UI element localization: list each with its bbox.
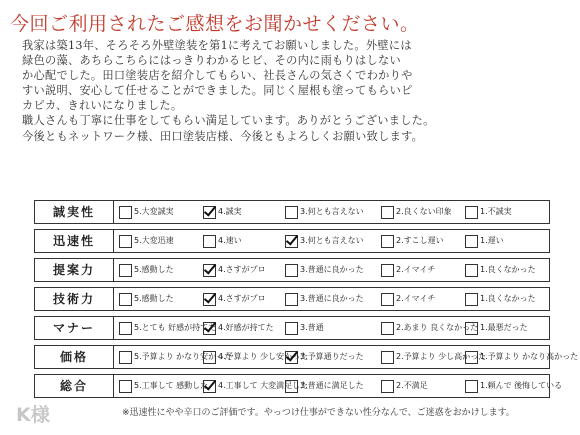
checkbox[interactable] [203, 235, 216, 248]
checkbox[interactable] [465, 380, 478, 393]
comment-line: 今後ともネットワーク様、田口塗装店様、今後ともよろしくお願い致します。 [22, 129, 424, 143]
survey-option[interactable] [381, 291, 435, 307]
survey-row [34, 229, 550, 253]
checkbox[interactable] [119, 206, 132, 219]
checkbox[interactable] [465, 322, 478, 335]
survey-option-label: 5.大変迅速 [134, 236, 174, 245]
customer-name: K様 [16, 404, 50, 426]
comment-line: 緑色の藻、あちらこちらにはっきりわかるヒビ、その内に雨もりはしない [22, 54, 401, 68]
checkbox[interactable] [381, 235, 394, 248]
survey-option-label: 3.予算通りだった [300, 352, 364, 361]
survey-option[interactable] [285, 291, 364, 307]
checkbox[interactable] [465, 351, 478, 364]
survey-row-label: 価格 [35, 346, 114, 368]
survey-option[interactable] [119, 233, 174, 249]
survey-option[interactable] [381, 233, 444, 249]
survey-row-label: 技術力 [35, 288, 114, 310]
survey-option[interactable] [381, 320, 478, 336]
checkbox[interactable] [381, 351, 394, 364]
survey-option-label: 1.最悪だった [480, 323, 528, 332]
survey-option[interactable] [119, 262, 174, 278]
survey-row-label: マナー [35, 317, 114, 339]
survey-option-label: 3.普通 [300, 323, 324, 332]
survey-option[interactable] [285, 349, 364, 365]
survey-option[interactable] [203, 233, 242, 249]
survey-option[interactable] [465, 349, 578, 365]
survey-option-label: 2.良くない印象 [396, 207, 452, 216]
survey-option[interactable] [465, 233, 504, 249]
survey-row-label: 提案力 [35, 259, 114, 281]
survey-table [34, 200, 579, 403]
survey-option-label: 1.予算より かなり高かった [480, 352, 579, 361]
checkbox[interactable] [119, 380, 132, 393]
survey-row-label: 迅速性 [35, 230, 114, 252]
survey-option[interactable] [465, 291, 536, 307]
survey-option[interactable] [285, 378, 364, 394]
survey-option-label: 5.予算より かなり安かった [134, 352, 233, 361]
survey-option[interactable] [465, 320, 528, 336]
survey-row-label: 総合 [35, 375, 114, 397]
survey-option[interactable] [381, 262, 435, 278]
survey-option[interactable] [381, 378, 428, 394]
survey-row [34, 200, 550, 224]
checked-checkbox[interactable] [203, 322, 216, 335]
checkbox[interactable] [465, 206, 478, 219]
checkbox[interactable] [381, 380, 394, 393]
checkbox[interactable] [285, 293, 298, 306]
survey-option[interactable] [285, 262, 364, 278]
survey-option[interactable] [381, 204, 452, 220]
checkbox[interactable] [203, 351, 216, 364]
survey-option-label: 2.イマイチ [396, 265, 436, 274]
checkbox[interactable] [381, 322, 394, 335]
survey-option-label: 1.不誠実 [480, 207, 512, 216]
checkbox[interactable] [465, 235, 478, 248]
survey-option[interactable] [285, 204, 364, 220]
survey-option-label: 4.誠実 [218, 207, 242, 216]
survey-option-label: 3.普通に良かった [300, 265, 364, 274]
survey-option-label: 4.予算より 少し安かった [218, 352, 309, 361]
survey-option-label: 5.感動した [134, 294, 174, 303]
survey-option-label: 3.普通に満足した [300, 381, 364, 390]
checkbox[interactable] [285, 264, 298, 277]
checkbox[interactable] [119, 293, 132, 306]
survey-option[interactable] [465, 262, 536, 278]
checked-checkbox[interactable] [203, 293, 216, 306]
survey-option[interactable] [203, 204, 242, 220]
comment-line: 職人さんも丁寧に仕事をしてもらい満足しています。ありがとうございました。 [22, 114, 435, 128]
survey-row [34, 374, 563, 398]
customer-comment [22, 38, 562, 144]
survey-row [34, 316, 550, 340]
comment-line: すい説明、安心して任せることができました。同じく屋根も塗ってもらいピ [22, 84, 413, 98]
checked-checkbox[interactable] [285, 235, 298, 248]
survey-row [34, 345, 579, 369]
checked-checkbox[interactable] [203, 264, 216, 277]
checkbox[interactable] [465, 293, 478, 306]
checkbox[interactable] [119, 351, 132, 364]
survey-option-label: 2.イマイチ [396, 294, 436, 303]
survey-option[interactable] [119, 291, 174, 307]
survey-option-label: 4.速い [218, 236, 242, 245]
checkbox[interactable] [119, 235, 132, 248]
survey-option[interactable] [203, 262, 266, 278]
checkbox[interactable] [285, 322, 298, 335]
checkbox[interactable] [285, 206, 298, 219]
survey-option-label: 5.感動した [134, 265, 174, 274]
survey-row [34, 287, 550, 311]
survey-option-label: 3.何とも言えない [300, 236, 364, 245]
checked-checkbox[interactable] [285, 351, 298, 364]
survey-option-label: 1.良くなかった [480, 294, 536, 303]
checked-checkbox[interactable] [203, 206, 216, 219]
survey-option[interactable] [119, 378, 208, 394]
survey-option[interactable] [203, 320, 274, 336]
survey-option-label: 4.好感が持てた [218, 323, 274, 332]
survey-option-label: 4.さすがプロ [218, 294, 266, 303]
comment-line: カピカ、きれいになりました。 [22, 99, 183, 113]
survey-option-label: 3.何とも言えない [300, 207, 364, 216]
checkbox[interactable] [119, 322, 132, 335]
survey-option-label: 2.あまり 良くなかった [396, 323, 479, 332]
checkbox[interactable] [381, 206, 394, 219]
survey-row [34, 258, 550, 282]
survey-option-label: 5.とても 好感が持てた [134, 323, 217, 332]
checkbox[interactable] [465, 264, 478, 277]
survey-option[interactable] [119, 204, 174, 220]
survey-option[interactable] [203, 291, 266, 307]
survey-option-label: 2.不満足 [396, 381, 428, 390]
checked-checkbox[interactable] [203, 380, 216, 393]
survey-option-label: 5.大変誠実 [134, 207, 174, 216]
survey-option-label: 4.さすがプロ [218, 265, 266, 274]
survey-option-label: 3.普通に良かった [300, 294, 364, 303]
survey-option-label: 4.工事して 大変満足した [218, 381, 309, 390]
page-heading: 今回ご利用されたご感想をお聞かせください。 [10, 13, 420, 35]
survey-option[interactable] [119, 320, 216, 336]
survey-option[interactable] [465, 204, 512, 220]
survey-option[interactable] [465, 378, 562, 394]
survey-option-label: 2.予算より 少し高かった [396, 352, 487, 361]
survey-option-label: 5.工事して 感動した [134, 381, 209, 390]
comment-line: か心配でした。田口塗装店を紹介してもらい、社長さんの気さくでわかりや [22, 69, 413, 83]
survey-option[interactable] [285, 320, 324, 336]
survey-row-label: 誠実性 [35, 201, 114, 223]
checkbox[interactable] [119, 264, 132, 277]
survey-option-label: 1.頼んで 後悔している [480, 381, 563, 390]
survey-option-label: 1.良くなかった [480, 265, 536, 274]
checkbox[interactable] [381, 264, 394, 277]
survey-option[interactable] [285, 233, 364, 249]
survey-option-label: 1.遅い [480, 236, 504, 245]
survey-option-label: 2.すこし遅い [396, 236, 444, 245]
checkbox[interactable] [381, 293, 394, 306]
comment-line: 我家は築13年、そろそろ外壁塗装を第1に考えてお願いしました。外壁には [22, 39, 412, 52]
footnote: ※迅速性にやや辛口のご評価です。やっつけ仕事ができない性分なんで、ご迷惑をおかけします。 [122, 408, 515, 418]
checkbox[interactable] [285, 380, 298, 393]
